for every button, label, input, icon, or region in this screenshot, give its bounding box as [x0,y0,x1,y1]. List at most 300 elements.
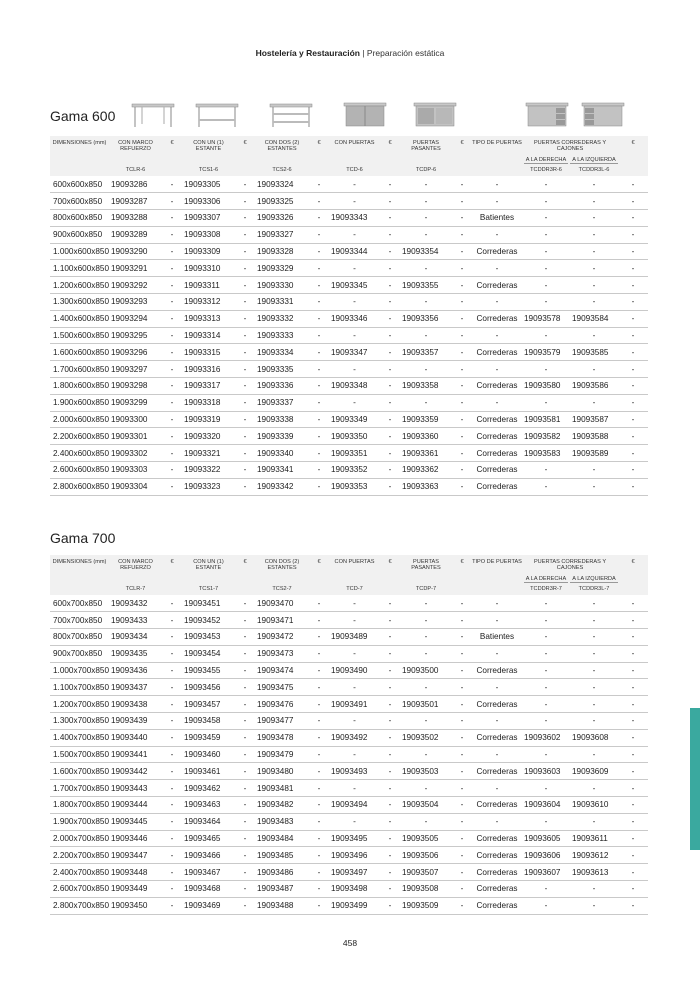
cell-price: - [618,394,648,411]
cell-price: - [162,662,182,679]
cell-price: - [309,176,329,193]
cell-derecha-ref: - [522,612,570,629]
cell-un-estante-ref: 19093453 [182,629,235,646]
cell-marco-refuerzo-ref: 19093442 [109,763,162,780]
cell-tipo-puertas: - [472,294,522,311]
cell-puertas-pasantes-ref: - [400,176,452,193]
cell-izquierda-ref: - [570,361,618,378]
cell-price: - [309,327,329,344]
cell-marco-refuerzo-ref: 19093298 [109,378,162,395]
cell-price: - [235,729,255,746]
cell-puertas-pasantes-ref: - [400,394,452,411]
cell-marco-refuerzo-ref: 19093297 [109,361,162,378]
cell-price: - [235,277,255,294]
cell-puertas-pasantes-ref: 19093503 [400,763,452,780]
cell-marco-refuerzo-ref: 19093435 [109,645,162,662]
cell-derecha-ref: - [522,679,570,696]
cell-derecha-ref: - [522,260,570,277]
cell-con-puertas-ref: - [329,361,380,378]
cell-marco-refuerzo-ref: 19093301 [109,428,162,445]
col-price: € [235,555,255,595]
cell-tipo-puertas: Correderas [472,277,522,294]
cell-price: - [235,797,255,814]
cell-price: - [235,243,255,260]
cell-dimension: 2.000x600x850 [50,411,109,428]
cell-derecha-ref: - [522,327,570,344]
cell-puertas-pasantes-ref: 19093502 [400,729,452,746]
cell-un-estante-ref: 19093305 [182,176,235,193]
cell-price: - [452,260,472,277]
cell-price: - [380,294,400,311]
table-row [50,176,648,193]
cell-con-puertas-ref: 19093498 [329,881,380,898]
table-row [50,411,648,428]
cell-price: - [618,746,648,763]
cell-puertas-pasantes-ref: - [400,226,452,243]
cell-price: - [235,864,255,881]
cell-price: - [162,361,182,378]
cell-price: - [162,327,182,344]
cell-price: - [618,713,648,730]
cell-derecha-ref: 19093605 [522,830,570,847]
cell-price: - [380,612,400,629]
cell-price: - [452,243,472,260]
cell-price: - [452,176,472,193]
cell-puertas-pasantes-ref: - [400,612,452,629]
cell-price: - [380,797,400,814]
cell-izquierda-ref: - [570,662,618,679]
cell-price: - [309,193,329,210]
cell-un-estante-ref: 19093459 [182,729,235,746]
cell-dos-estantes-ref: 19093481 [255,780,309,797]
cell-tipo-puertas: - [472,394,522,411]
cell-izquierda-ref: 19093589 [570,445,618,462]
cell-price: - [162,226,182,243]
cell-marco-refuerzo-ref: 19093433 [109,612,162,629]
cell-price: - [380,746,400,763]
cell-price: - [618,243,648,260]
cell-con-puertas-ref: 19093494 [329,797,380,814]
cell-puertas-pasantes-ref: 19093500 [400,662,452,679]
cell-derecha-ref: 19093602 [522,729,570,746]
cell-tipo-puertas: Correderas [472,344,522,361]
cell-marco-refuerzo-ref: 19093289 [109,226,162,243]
cell-tipo-puertas: - [472,595,522,612]
col-derecha: A LA DERECHA [522,575,570,584]
cell-dimension: 1.200x700x850 [50,696,109,713]
cell-dos-estantes-ref: 19093330 [255,277,309,294]
cell-tipo-puertas: Correderas [472,830,522,847]
cell-tipo-puertas: - [472,361,522,378]
cell-marco-refuerzo-ref: 19093292 [109,277,162,294]
cell-dimension: 2.000x700x850 [50,830,109,847]
cell-price: - [162,813,182,830]
cell-price: - [380,629,400,646]
cell-price: - [380,210,400,227]
cell-price: - [162,176,182,193]
cell-un-estante-ref: 19093458 [182,713,235,730]
cell-price: - [235,629,255,646]
table-row [50,193,648,210]
cell-price: - [380,763,400,780]
cell-price: - [452,897,472,914]
cell-price: - [618,881,648,898]
cell-price: - [309,445,329,462]
cell-price: - [380,243,400,260]
cell-marco-refuerzo-ref: 19093294 [109,310,162,327]
cell-price: - [162,729,182,746]
cell-tipo-puertas: Correderas [472,797,522,814]
cell-un-estante-ref: 19093316 [182,361,235,378]
cell-price: - [380,378,400,395]
cell-price: - [618,462,648,479]
cell-price: - [235,327,255,344]
cell-price: - [162,462,182,479]
cell-con-puertas-ref: 19093348 [329,378,380,395]
cell-price: - [309,797,329,814]
table-row [50,696,648,713]
cell-price: - [162,797,182,814]
cell-price: - [162,679,182,696]
cell-puertas-pasantes-ref: 19093509 [400,897,452,914]
table-row [50,327,648,344]
cell-price: - [618,176,648,193]
table-row [50,595,648,612]
col-tipo-puertas: TIPO DE PUERTAS [472,555,522,595]
cell-price: - [618,378,648,395]
cell-marco-refuerzo-ref: 19093437 [109,679,162,696]
cell-con-puertas-ref: 19093349 [329,411,380,428]
cell-con-puertas-ref: 19093347 [329,344,380,361]
col-price: € [452,136,472,176]
cell-dos-estantes-ref: 19093331 [255,294,309,311]
cell-derecha-ref: 19093581 [522,411,570,428]
cell-price: - [380,864,400,881]
table-row [50,260,648,277]
cell-price: - [618,210,648,227]
cell-price: - [452,210,472,227]
cell-price: - [618,411,648,428]
cell-puertas-pasantes-ref: 19093357 [400,344,452,361]
cell-price: - [235,462,255,479]
cell-price: - [309,897,329,914]
cell-derecha-ref: - [522,897,570,914]
cell-price: - [618,662,648,679]
table-drawers-right-icon [524,98,570,128]
cell-con-puertas-ref: 19093497 [329,864,380,881]
cell-derecha-ref: 19093580 [522,378,570,395]
cell-tipo-puertas: Correderas [472,696,522,713]
table-row [50,344,648,361]
cell-un-estante-ref: 19093456 [182,679,235,696]
code-dos-estantes: TCS2-7 [255,584,309,595]
cell-price: - [235,746,255,763]
cell-dimension: 2.800x600x850 [50,478,109,495]
cell-con-puertas-ref: - [329,612,380,629]
cell-tipo-puertas: Batientes [472,210,522,227]
cell-con-puertas-ref: 19093353 [329,478,380,495]
cell-price: - [452,411,472,428]
cell-dos-estantes-ref: 19093472 [255,629,309,646]
cell-dos-estantes-ref: 19093337 [255,394,309,411]
cell-price: - [452,394,472,411]
cell-price: - [235,679,255,696]
cell-price: - [162,411,182,428]
gama-700-table [50,555,648,915]
cell-marco-refuerzo-ref: 19093288 [109,210,162,227]
header-subsection: Preparación estática [366,48,445,58]
cell-dimension: 2.600x600x850 [50,462,109,479]
cell-con-puertas-ref: - [329,294,380,311]
cell-dimension: 800x700x850 [50,629,109,646]
cell-price: - [309,612,329,629]
table-frame-icon [130,98,176,128]
cell-puertas-pasantes-ref: - [400,294,452,311]
cell-price: - [235,378,255,395]
cell-con-puertas-ref: - [329,327,380,344]
cell-price: - [380,411,400,428]
cell-price: - [309,780,329,797]
cell-con-puertas-ref: - [329,193,380,210]
cell-marco-refuerzo-ref: 19093448 [109,864,162,881]
cell-price: - [380,327,400,344]
cell-marco-refuerzo-ref: 19093441 [109,746,162,763]
cell-marco-refuerzo-ref: 19093450 [109,897,162,914]
cell-izquierda-ref: - [570,780,618,797]
cell-dimension: 1.800x700x850 [50,797,109,814]
cell-price: - [162,696,182,713]
table-row [50,462,648,479]
cell-dos-estantes-ref: 19093327 [255,226,309,243]
cell-price: - [235,897,255,914]
cell-dimension: 1.900x700x850 [50,813,109,830]
cell-puertas-pasantes-ref: 19093363 [400,478,452,495]
cell-price: - [162,210,182,227]
cell-price: - [618,797,648,814]
cell-price: - [309,662,329,679]
table-row [50,478,648,495]
table-row [50,394,648,411]
cell-tipo-puertas: - [472,327,522,344]
table-row [50,428,648,445]
cell-un-estante-ref: 19093460 [182,746,235,763]
cell-price: - [309,277,329,294]
cell-dimension: 1.000x700x850 [50,662,109,679]
cell-derecha-ref: - [522,193,570,210]
cell-dos-estantes-ref: 19093470 [255,595,309,612]
cell-price: - [235,813,255,830]
cell-dimension: 700x700x850 [50,612,109,629]
cell-price: - [309,344,329,361]
cell-un-estante-ref: 19093461 [182,763,235,780]
table-row [50,729,648,746]
cell-dimension: 2.200x600x850 [50,428,109,445]
cell-price: - [309,830,329,847]
cell-izquierda-ref: - [570,881,618,898]
cell-price: - [235,310,255,327]
cell-con-puertas-ref: - [329,813,380,830]
col-un-estante: CON UN (1) ESTANTE [182,136,235,165]
cell-price: - [452,780,472,797]
table-row [50,226,648,243]
code-un-estante: TCS1-7 [182,584,235,595]
gama-600-title: Gama 600 [50,108,116,124]
col-price: € [452,555,472,595]
cell-izquierda-ref: 19093588 [570,428,618,445]
cell-price: - [162,713,182,730]
cell-izquierda-ref: - [570,897,618,914]
cell-price: - [618,780,648,797]
cell-price: - [380,897,400,914]
gama-700-rows [50,595,648,914]
col-price: € [309,136,329,176]
col-price: € [380,555,400,595]
cell-con-puertas-ref: 19093491 [329,696,380,713]
cell-price: - [380,662,400,679]
col-con-puertas: CON PUERTAS [329,555,380,584]
cell-price: - [618,294,648,311]
product-icons [50,92,648,132]
col-price: € [618,136,648,176]
cell-price: - [452,763,472,780]
cell-price: - [452,612,472,629]
cell-derecha-ref: - [522,462,570,479]
cell-price: - [452,662,472,679]
cell-price: - [452,847,472,864]
cell-price: - [235,411,255,428]
cell-price: - [162,243,182,260]
cell-price: - [452,713,472,730]
cell-derecha-ref: - [522,780,570,797]
cell-con-puertas-ref: - [329,780,380,797]
col-dos-estantes: CON DOS (2) ESTANTES [255,136,309,165]
cell-dos-estantes-ref: 19093480 [255,763,309,780]
cell-price: - [452,226,472,243]
cell-price: - [309,428,329,445]
cell-dos-estantes-ref: 19093484 [255,830,309,847]
cell-tipo-puertas: Correderas [472,864,522,881]
cell-price: - [235,595,255,612]
cell-tipo-puertas: - [472,176,522,193]
cell-tipo-puertas: Correderas [472,378,522,395]
cell-puertas-pasantes-ref: - [400,679,452,696]
cell-izquierda-ref: - [570,243,618,260]
cell-dos-estantes-ref: 19093477 [255,713,309,730]
cell-price: - [162,763,182,780]
cell-izquierda-ref: - [570,277,618,294]
cell-price: - [618,629,648,646]
cell-price: - [380,445,400,462]
cell-dos-estantes-ref: 19093483 [255,813,309,830]
cell-price: - [162,897,182,914]
cell-tipo-puertas: Correderas [472,729,522,746]
cell-un-estante-ref: 19093319 [182,411,235,428]
cell-un-estante-ref: 19093313 [182,310,235,327]
cell-price: - [309,226,329,243]
cell-un-estante-ref: 19093464 [182,813,235,830]
cell-tipo-puertas: - [472,612,522,629]
cell-dos-estantes-ref: 19093329 [255,260,309,277]
cell-price: - [452,813,472,830]
cell-un-estante-ref: 19093306 [182,193,235,210]
cell-puertas-pasantes-ref: - [400,746,452,763]
cell-un-estante-ref: 19093317 [182,378,235,395]
cell-price: - [162,428,182,445]
cell-con-puertas-ref: 19093346 [329,310,380,327]
cell-un-estante-ref: 19093468 [182,881,235,898]
table-row [50,277,648,294]
cell-price: - [380,344,400,361]
cell-derecha-ref: 19093607 [522,864,570,881]
cell-price: - [452,629,472,646]
cell-price: - [235,445,255,462]
col-dimensions: DIMENSIONES (mm) [50,136,109,176]
cell-derecha-ref: - [522,243,570,260]
cell-price: - [162,294,182,311]
cell-tipo-puertas: - [472,226,522,243]
table-doors-icon [342,98,388,128]
cell-dos-estantes-ref: 19093341 [255,462,309,479]
cell-dos-estantes-ref: 19093334 [255,344,309,361]
cell-marco-refuerzo-ref: 19093444 [109,797,162,814]
cell-marco-refuerzo-ref: 19093449 [109,881,162,898]
cell-con-puertas-ref: 19093343 [329,210,380,227]
table-row [50,679,648,696]
table-row [50,294,648,311]
header-separator: | [359,48,367,58]
cell-marco-refuerzo-ref: 19093303 [109,462,162,479]
cell-price: - [309,361,329,378]
cell-dimension: 2.600x700x850 [50,881,109,898]
table-pass-through-doors-icon [412,98,458,128]
code-puertas-pasantes: TCDP-7 [400,584,452,595]
cell-derecha-ref: - [522,595,570,612]
cell-price: - [309,411,329,428]
cell-dos-estantes-ref: 19093488 [255,897,309,914]
cell-izquierda-ref: 19093609 [570,763,618,780]
cell-un-estante-ref: 19093307 [182,210,235,227]
cell-con-puertas-ref: - [329,746,380,763]
cell-price: - [309,595,329,612]
cell-dimension: 2.200x700x850 [50,847,109,864]
cell-price: - [452,361,472,378]
cell-dimension: 1.500x700x850 [50,746,109,763]
cell-price: - [380,713,400,730]
cell-un-estante-ref: 19093452 [182,612,235,629]
code-marco-refuerzo: TCLR-7 [109,584,162,595]
cell-price: - [309,696,329,713]
cell-price: - [235,394,255,411]
cell-marco-refuerzo-ref: 19093300 [109,411,162,428]
col-marco-refuerzo: CON MARCO REFUERZO [109,555,162,584]
cell-price: - [618,260,648,277]
cell-puertas-pasantes-ref: - [400,629,452,646]
cell-un-estante-ref: 19093315 [182,344,235,361]
cell-price: - [380,226,400,243]
cell-izquierda-ref: - [570,813,618,830]
cell-price: - [618,864,648,881]
cell-derecha-ref: 19093583 [522,445,570,462]
cell-price: - [162,595,182,612]
cell-dos-estantes-ref: 19093324 [255,176,309,193]
cell-derecha-ref: - [522,645,570,662]
cell-price: - [380,729,400,746]
code-con-puertas: TCD-6 [329,165,380,176]
cell-price: - [162,645,182,662]
cell-price: - [309,645,329,662]
cell-price: - [309,763,329,780]
cell-con-puertas-ref: 19093345 [329,277,380,294]
